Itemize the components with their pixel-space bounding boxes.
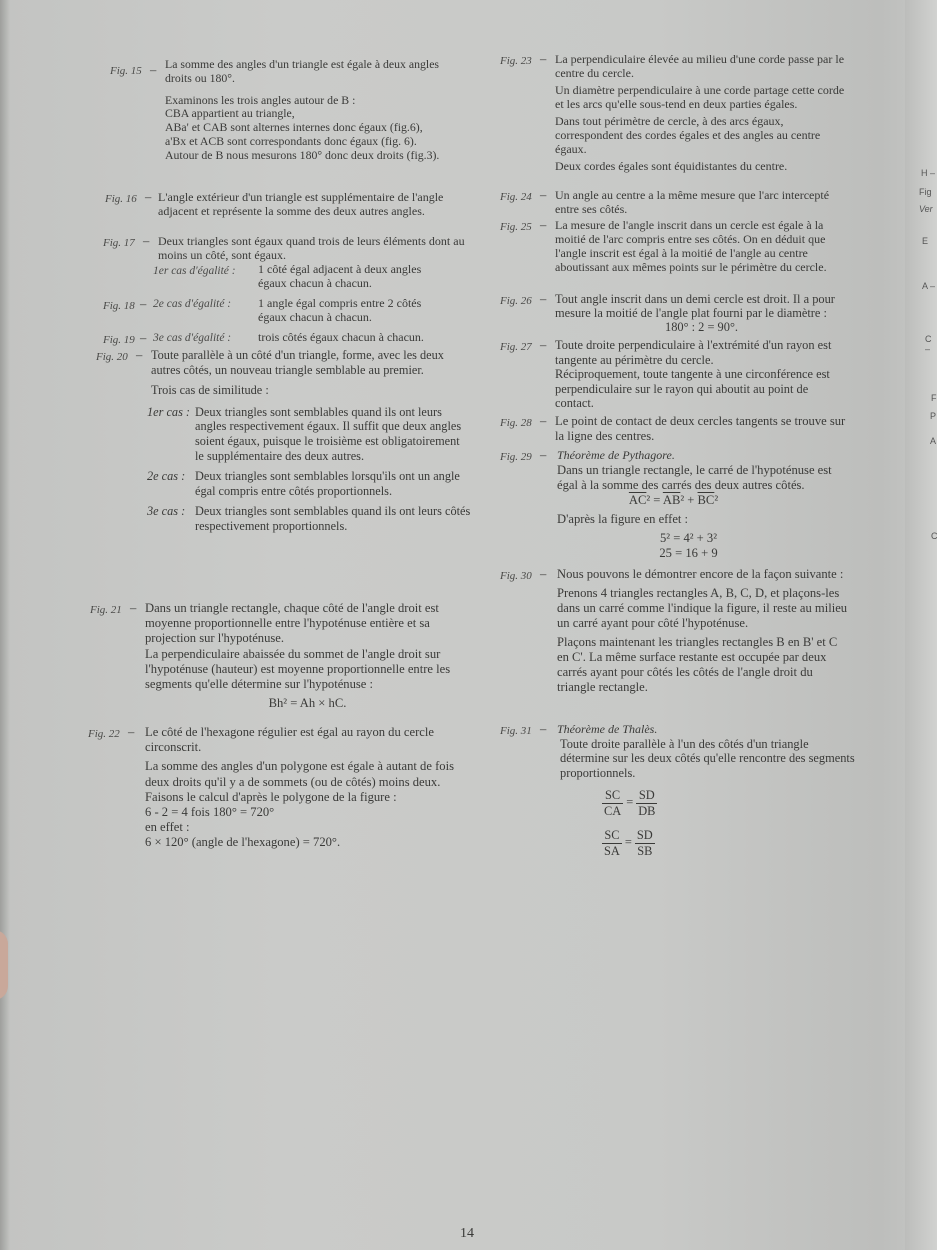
fig-label: Fig. 28 — [500, 417, 532, 429]
fig-label: Fig. 30 — [500, 570, 532, 582]
calc: 6 × 120° (angle de l'hexagone) = 720°. — [145, 835, 341, 850]
text: Réciproquement, toute tangente à une circonférence est perpendiculaire sur le rayon qui aboutit au point de contact. — [555, 367, 830, 410]
cas-label: 1er cas d'égalité : — [153, 265, 236, 277]
fig-label: Fig. 19 — [103, 334, 135, 346]
fig-label: Fig. 24 — [500, 191, 532, 203]
cas-label: 1er cas : — [147, 404, 191, 419]
fig-label: Fig. 15 — [110, 65, 142, 77]
text: Un angle au centre a la même mesure que l'arc intercepté entre ses côtés. — [555, 188, 830, 216]
fig-label: Fig. 23 — [500, 55, 532, 67]
cas-label: 3e cas : — [147, 504, 186, 519]
fig-label: Fig. 16 — [105, 193, 137, 205]
cas-text: 1 côté égal adjacent à deux angles égaux chacun à chacun. — [258, 262, 422, 290]
text: Toute parallèle à un côté d'un triangle, forme, avec les deux autres côtés, un nouveau triangle semblable au premier. — [151, 348, 444, 377]
text: Tout angle inscrit dans un demi cercle est droit. Il a pour mesure la moitié de l'angle plat fourni par le diamètre : — [555, 292, 835, 320]
theorem-title: Théorème de Thalès. — [557, 722, 658, 736]
text: CBA appartient au triangle, — [165, 106, 295, 121]
text: Un diamètre perpendiculaire à une corde partage cette corde et les arcs qu'elle sous-tend en deux parties égales. — [555, 83, 845, 111]
fig-label: Fig. 26 — [500, 295, 532, 307]
fig-label: Fig. 20 — [96, 351, 128, 363]
cas-label: 2e cas : — [147, 469, 186, 484]
text: a'Bx et ACB sont correspondants donc égaux (fig. 6). — [165, 133, 417, 148]
calc: 180° : 2 = 90°. — [665, 320, 739, 334]
cas-label: 3e cas d'égalité : — [153, 332, 232, 344]
cas-text: 1 angle égal compris entre 2 côtés égaux chacun à chacun. — [258, 296, 422, 324]
text: La perpendiculaire abaissée du sommet de l'angle droit sur l'hypoténuse (hauteur) est moyenne proportionnelle entre les segments qu'elle détermine sur l'hypoténuse : — [145, 646, 451, 692]
text: Dans un triangle rectangle, le carré de l'hypoténuse est égal à la somme des carrés des deux autres côtés. — [557, 463, 832, 492]
text: D'après la figure en effet : — [557, 512, 689, 526]
thales-eq-2: $\frac{SC}{SA}$ = $\frac{SD}{SB}$ — [604, 828, 653, 858]
text: La perpendiculaire élevée au milieu d'une corde passe par le centre du cercle. — [555, 52, 845, 80]
text: Le point de contact de deux cercles tangents se trouve sur la ligne des centres. — [555, 414, 846, 443]
cas-text: trois côtés égaux chacun à chacun. — [258, 330, 424, 344]
fig-label: Fig. 22 — [88, 728, 120, 740]
text: ABa' et CAB sont alternes internes donc égaux (fig.6), — [165, 120, 423, 135]
text: L'angle extérieur d'un triangle est supplémentaire de l'angle adjacent et représente la somme des deux autres angles. — [158, 190, 444, 218]
text: Toute droite perpendiculaire à l'extrémité d'un rayon est tangente au périmètre du cercle. — [555, 338, 832, 367]
page-shadow — [0, 0, 10, 1250]
cas-text: Deux triangles sont semblables lorsqu'ils ont un angle égal compris entre côtés proportionnels. — [195, 469, 460, 498]
fig-label: Fig. 31 — [500, 725, 532, 737]
text: Dans tout périmètre de cercle, à des arcs égaux, correspondent des cordes égales et des angles au centre égaux. — [555, 114, 821, 156]
text: La mesure de l'angle inscrit dans un cercle est égale à la moitié de l'arc compris entre ses côtés. On en déduit que l'angle inscrit est égal à la moitié de l'angle au centre aboutissant aux mêmes points sur le périmètre du cercle. — [555, 218, 827, 274]
next-page-edge: H – Fig Ver E A – C – F P A C — [905, 0, 937, 1250]
text: Nous pouvons le démontrer encore de la façon suivante : — [557, 567, 844, 581]
text: Autour de B nous mesurons 180° donc deux droits (fig.3). — [165, 147, 440, 162]
text: Deux triangles sont égaux quand trois de leurs éléments dont au moins un côté, sont égaux. — [158, 234, 465, 262]
cas-text: Deux triangles sont semblables quand ils ont leurs angles respectivement égaux. Il suffit que deux angles soient égaux, puisque le troisième est obligatoirement le supplémentaire des deux autres. — [195, 404, 462, 463]
theorem-title: Théorème de Pythagore. — [557, 448, 675, 462]
text: Examinons les trois angles autour de B : — [165, 92, 356, 107]
text: Dans un triangle rectangle, chaque côté de l'angle droit est moyenne proportionnelle entre l'hypoténuse entière et sa projection sur l'hypoténuse. — [145, 601, 439, 646]
equation: 5² = 4² + 3² — [659, 531, 718, 545]
cas-text: Deux triangles sont semblables quand ils ont leurs côtés respectivement proportionnels. — [195, 504, 471, 533]
finger — [0, 930, 8, 1000]
text: Trois cas de similitude : — [151, 383, 269, 398]
cas-label: 2e cas d'égalité : — [153, 298, 232, 310]
page-number: 14 — [460, 1226, 474, 1241]
equation: 25 = 16 + 9 — [659, 546, 718, 560]
text: Le côté de l'hexagone régulier est égal au rayon du cercle circonscrit. — [145, 725, 434, 755]
text: Deux cordes égales sont équidistantes du centre. — [555, 159, 788, 173]
text: La somme des angles d'un triangle est égale à deux angles droits ou 180°. — [165, 57, 440, 85]
thales-eq-1: $\frac{SC}{CA}$ = $\frac{SD}{DB}$ — [604, 788, 656, 818]
equation: $\overline{AC}^2 = \overline{AB}^2 + \overline{BC}^2$ — [628, 493, 719, 507]
calc: 6 - 2 = 4 fois 180° = 720° — [145, 805, 275, 820]
fig-label: Fig. 27 — [500, 341, 532, 353]
text: Prenons 4 triangles rectangles A, B, C, D, et plaçons-les dans un carré comme l'indique la figure, il reste au milieu un carré ayant pour côté l'hypoténuse. — [557, 586, 848, 630]
formula: Bh² = Ah × hC. — [268, 696, 347, 711]
fig-label: Fig. 29 — [500, 451, 532, 463]
text: Plaçons maintenant les triangles rectangles B en B' et C en C'. La même surface restante est occupée par deux carrés ayant pour côtés les côtés de l'angle droit du triangle rectangle. — [557, 635, 838, 694]
fig-label: Fig. 18 — [103, 300, 135, 312]
fig-label: Fig. 25 — [500, 221, 532, 233]
calc: en effet : — [145, 820, 190, 835]
text: Toute droite parallèle à l'un des côtés d'un triangle détermine sur les deux côtés qu'elle rencontre des segments proportionnels. — [560, 736, 855, 780]
fig-label: Fig. 17 — [103, 237, 135, 249]
fig-label: Fig. 21 — [90, 604, 122, 616]
text: La somme des angles d'un polygone est égale à autant de fois deux droits qu'il y a de sommets (ou de côtés) moins deux. Faisons le calcul d'après le polygone de la figure : — [145, 759, 454, 804]
